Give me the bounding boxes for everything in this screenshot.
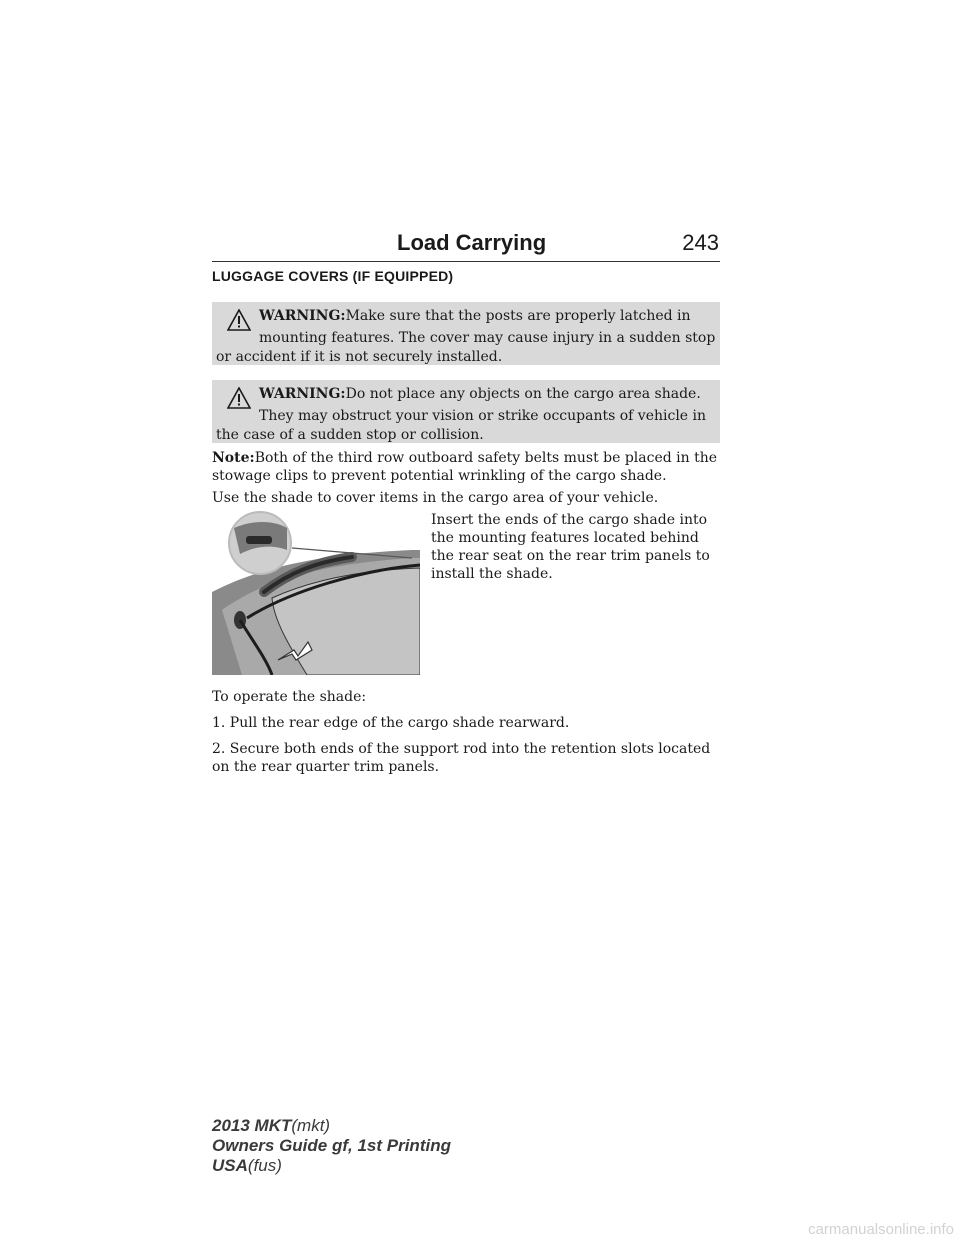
- install-instructions-paragraph: Insert the ends of the cargo shade into the mounting features located behind the rear seat on the rear trim panels to install the shade.: [431, 512, 710, 582]
- section-title: LUGGAGE COVERS (IF EQUIPPED): [212, 268, 454, 284]
- note-label: Note:: [212, 450, 255, 466]
- warning-triangle-icon: [227, 309, 251, 331]
- footer-model-code: (mkt): [291, 1116, 331, 1135]
- cargo-shade-illustration: [212, 510, 420, 675]
- footer-guide: Owners Guide gf, 1st Printing: [212, 1136, 451, 1155]
- footer-model: 2013 MKT: [212, 1116, 292, 1135]
- warning-line-1: [259, 383, 701, 405]
- warning-triangle-icon: [227, 387, 251, 409]
- footer-region: USA: [212, 1156, 248, 1175]
- warning-line-1: [259, 305, 691, 327]
- warning-line-2: They may obstruct your vision or strike occupants of vehicle in: [259, 408, 707, 424]
- warning-line-2: mounting features. The cover may cause injury in a sudden stop: [259, 330, 716, 346]
- use-shade-paragraph: Use the shade to cover items in the cargo area of your vehicle.: [212, 490, 659, 506]
- note-paragraph: [212, 449, 722, 485]
- header-divider: [212, 261, 720, 262]
- footer-region-code: (fus): [247, 1156, 282, 1175]
- footer-guide-line: [212, 1136, 451, 1156]
- warning-line-3: the case of a sudden stop or collision.: [216, 427, 484, 443]
- step-1: 1. Pull the rear edge of the cargo shade rearward.: [212, 715, 570, 731]
- warning-box-1: [212, 302, 720, 365]
- footer-region-line: [212, 1156, 282, 1176]
- operate-intro: To operate the shade:: [212, 689, 367, 705]
- warning-text: Do not place any objects on the cargo area shade.: [345, 386, 701, 402]
- note-text: Both of the third row outboard safety belts must be placed in the stowage clips to prevent potential wrinkling of the cargo shade.: [212, 450, 718, 484]
- page-header-title: Load Carrying: [397, 230, 547, 255]
- step-2: 2. Secure both ends of the support rod into the retention slots located on the rear quarter trim panels.: [212, 741, 711, 775]
- warning-label: WARNING:: [259, 308, 346, 324]
- warning-box-2: [212, 380, 720, 443]
- footer-model-line: [212, 1116, 330, 1136]
- warning-label: WARNING:: [259, 386, 346, 402]
- warning-line-3: or accident if it is not securely installed.: [216, 349, 503, 365]
- page-number: 243: [682, 230, 719, 255]
- watermark-text: carmanualsonline.info: [808, 1221, 954, 1238]
- warning-text: Make sure that the posts are properly latched in: [345, 308, 691, 324]
